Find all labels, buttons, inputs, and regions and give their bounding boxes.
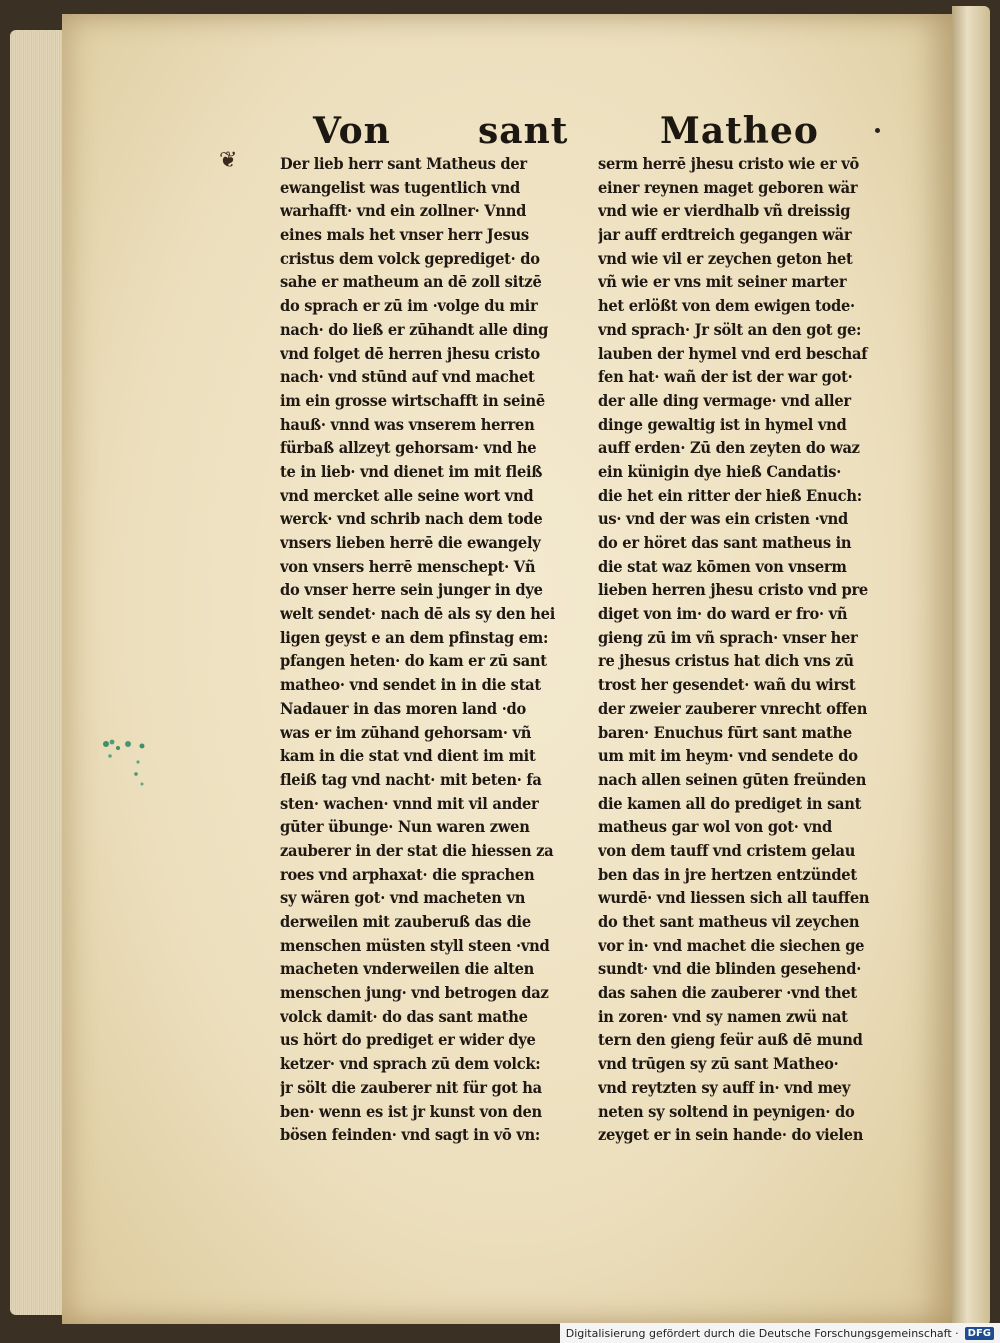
text-line: in zoren· vnd sy namen zwü nat [598, 1006, 848, 1026]
footer-text: Digitalisierung gefördert durch die Deutsche Forschungsgemeinschaft · [565, 1326, 959, 1340]
text-line: von vnsers herrē menschept· Vñ [280, 556, 536, 576]
text-line: die stat waz kōmen von vnserm [598, 556, 847, 576]
text-line: sten· wachen· vnnd mit vil ander [280, 793, 539, 813]
heading-word-matheo: Matheo [660, 110, 819, 152]
text-line: sy wären got· vnd macheten vn [280, 888, 526, 908]
text-column-right [598, 152, 898, 1147]
text-line: ben das in jre hertzen entzündet [598, 864, 857, 884]
text-line: Der lieb herr sant Matheus der [280, 154, 527, 173]
text-line: te in lieb· vnd dienet im mit fleiß [280, 461, 543, 481]
text-line: von dem tauff vnd cristem gelau [598, 840, 856, 860]
text-line: Nadauer in das moren land ·do [280, 698, 527, 718]
text-line: macheten vnderweilen die alten [280, 959, 535, 979]
text-line: vñ wie er vns mit seiner marter [598, 272, 847, 292]
text-line: welt sendet· nach dē als sy den hei [280, 604, 556, 624]
text-line: vnd sprach· Jr sölt an den got ge: [598, 319, 862, 339]
text-line: nach· vnd stūnd auf vnd machet [280, 367, 535, 387]
text-line: um mit im heym· vnd sendete do [598, 746, 858, 766]
text-line: vnd reytzten sy auff in· vnd mey [598, 1077, 851, 1097]
text-line: einer reynen maget geboren wär [598, 177, 858, 197]
text-line: dinge gewaltig ist in hymel vnd [598, 414, 847, 434]
text-line: us· vnd der was ein cristen ·vnd [598, 509, 849, 529]
text-line: vnd mercket alle seine wort vnd [280, 485, 534, 505]
text-line: das sahen die zauberer ·vnd thet [598, 983, 857, 1003]
heading-dot [875, 128, 880, 133]
text-line: der alle ding vermage· vnd aller [598, 390, 851, 410]
text-line: diget von im· do ward er fro· vñ [598, 604, 848, 624]
text-line: warhafft· vnd ein zollner· Vnnd [280, 201, 527, 221]
text-line: bösen feinden· vnd sagt in vō vn: [280, 1125, 541, 1145]
text-line: wurdē· vnd liessen sich all tauffen [598, 888, 870, 908]
dfg-logo: DFG [965, 1327, 994, 1340]
text-line: volck damit· do das sant mathe [280, 1006, 528, 1026]
text-line: hauß· vnnd was vnserem herren [280, 414, 535, 434]
text-line: tern den gieng feür auß dē mund [598, 1030, 863, 1050]
text-line: ein künigin dye hieß Candatis· [598, 461, 842, 481]
text-line: matheus gar wol von got· vnd [598, 817, 833, 837]
text-line: der zweier zauberer vnrecht offen [598, 698, 868, 718]
text-line: jr sölt die zauberer nit für got ha [280, 1077, 542, 1097]
text-line: do thet sant matheus vil zeychen [598, 912, 860, 931]
text-column-left [280, 152, 580, 1147]
text-line: die het ein ritter der hieß Enuch: [598, 485, 862, 505]
right-page-edge [952, 6, 990, 1326]
text-line: ben· wenn es ist jr kunst von den [280, 1101, 542, 1121]
text-line: us hört do prediget er wider dye [280, 1030, 536, 1050]
text-line: gūter übunge· Nun waren zwen [280, 817, 530, 837]
text-line: vnsers lieben herrē die ewangely [280, 533, 541, 552]
text-line: nach· do ließ er zūhandt alle ding [280, 319, 549, 339]
text-line: kam in die stat vnd dient im mit [280, 746, 536, 766]
text-line: vnd wie vil er zeychen geton het [598, 248, 853, 268]
text-line: do er höret das sant matheus in [598, 533, 852, 552]
text-line: vor in· vnd machet die siechen ge [598, 935, 865, 955]
text-line: ligen geyst e an dem pfinstag em: [280, 627, 549, 647]
text-line: gieng zū im vñ sprach· vnser her [598, 627, 858, 647]
page-edges [10, 30, 70, 1315]
digitization-footer [560, 1323, 1000, 1343]
green-ink-stain [98, 734, 150, 789]
text-line: im ein grosse wirtschafft in seinē [280, 390, 545, 410]
fleuron-ornament-icon: ❦ [219, 148, 238, 173]
text-line: re jhesus cristus hat dich vns zū [598, 651, 854, 671]
text-line: vnd folget dē herren jhesu cristo [280, 343, 540, 363]
text-line: fen hat· wañ der ist der war got· [598, 367, 853, 387]
text-line: do vnser herre sein junger in dye [280, 580, 543, 600]
text-line: ewangelist was tugentlich vnd [280, 177, 520, 197]
text-line: fleiß tag vnd nacht· mit beten· fa [280, 769, 542, 789]
text-line: zeyget er in sein hande· do vielen [598, 1125, 864, 1145]
text-line: cristus dem volck geprediget· do [280, 248, 540, 268]
text-line: matheo· vnd sendet in in die stat [280, 675, 541, 695]
text-line: sundt· vnd die blinden gesehend· [598, 959, 862, 979]
text-line: vnd wie er vierdhalb vñ dreissig [598, 201, 851, 221]
text-line: pfangen heten· do kam er zū sant [280, 651, 547, 671]
text-line: vnd trūgen sy zū sant Matheo· [598, 1054, 839, 1074]
text-line: het erlößt von dem ewigen tode· [598, 296, 855, 316]
heading-word-sant: sant [478, 110, 569, 152]
text-line: was er im zūhand gehorsam· vñ [280, 722, 532, 742]
text-line: auff erden· Zū den zeyten do waz [598, 438, 860, 458]
text-line: lieben herren jhesu cristo vnd pre [598, 580, 868, 600]
text-line: eines mals het vnser herr Jesus [280, 225, 529, 245]
text-line: do sprach er zū im ·volge du mir [280, 296, 538, 316]
text-line: lauben der hymel vnd erd beschaf [598, 343, 868, 363]
heading-word-von: Von [313, 110, 391, 152]
text-line: menschen jung· vnd betrogen daz [280, 983, 549, 1003]
text-line: zauberer in der stat die hiessen za [280, 840, 554, 860]
text-line: jar auff erdtreich gegangen wär [598, 225, 852, 245]
text-line: roes vnd arphaxat· die sprachen [280, 864, 535, 884]
text-line: menschen müsten styll steen ·vnd [280, 935, 550, 955]
text-line: ketzer· vnd sprach zū dem volck: [280, 1054, 541, 1074]
text-line: fürbaß allzeyt gehorsam· vnd he [280, 438, 537, 458]
text-line: neten sy soltend in peynigen· do [598, 1101, 855, 1121]
text-line: werck· vnd schrib nach dem tode [280, 509, 543, 529]
text-line: derweilen mit zauberuß das die [280, 912, 531, 931]
text-line: serm herrē jhesu cristo wie er vō [598, 154, 859, 173]
text-line: trost her gesendet· wañ du wirst [598, 675, 856, 695]
text-line: nach allen seinen gūten freünden [598, 769, 867, 789]
text-line: die kamen all do prediget in sant [598, 793, 862, 813]
text-line: sahe er matheum an dē zoll sitzē [280, 272, 542, 292]
text-line: baren· Enuchus fūrt sant mathe [598, 722, 852, 742]
